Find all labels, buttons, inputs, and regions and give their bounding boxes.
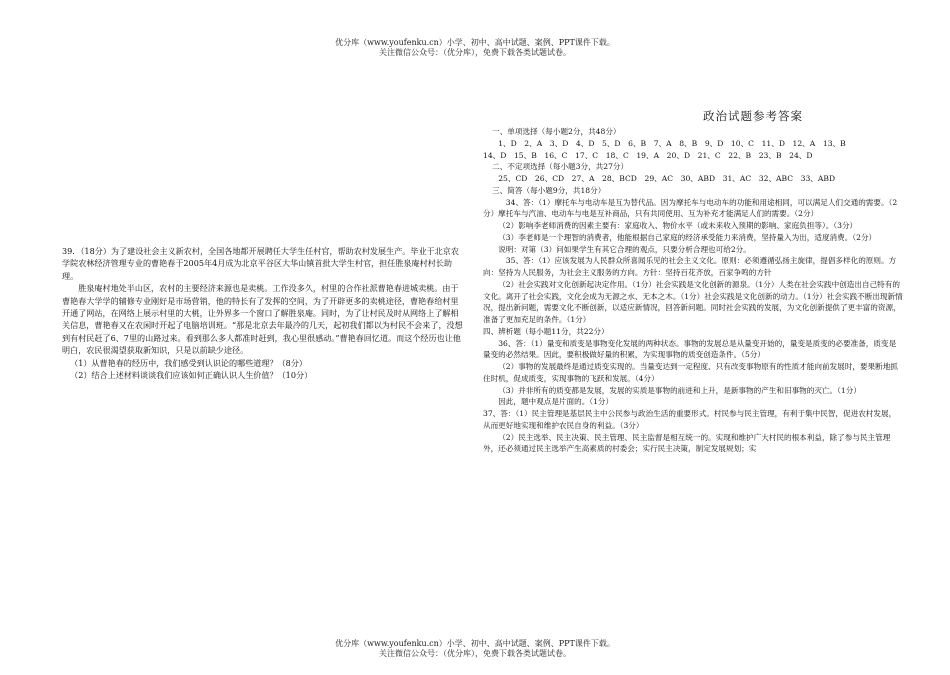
- answer-key-title: 政治试题参考答案: [703, 109, 803, 123]
- answer-36-part-1: 36、答：（1）量变和质变是事物变化发展的两种状态。事物的发展总是从量变开始的，量变是质变的必要准备，质变是量变的必然结果。因此，要积极做好量的积累，为实现事物的质变创造条件。（5分）: [483, 338, 897, 360]
- answer-36-part-3: （3）并非所有的质变都是发展，发展的实质是事物的前进和上升，是新事物的产生和旧事物的灭亡。（1分）: [498, 385, 861, 395]
- answer-34-part-1: 34、答：（1）摩托车与电动车是互为替代品。因为摩托车与电动车的功能和用途相同，可以满足人们交通的需要。（2分）摩托车与汽油、电动车与电是互补商品，只有共同使用、互为补充才能满足人们的需要。（2分）: [483, 197, 898, 219]
- section-2-heading: 二、不定项选择（每小题3分，共27分）: [492, 162, 629, 172]
- header-line-2: 关注微信公众号：（优分库），免费下载各类试题试卷。: [379, 48, 571, 57]
- answer-35-part-2: （2）社会实践对文化创新起决定作用。（1分）社会实践是文化创新的源泉。（1分）人类在社会实践中创造出自己特有的文化。离开了社会实践，文化会成为无源之水、无本之木。（1分）社会实践是文化创新的动力。（1分）社会实践不断出现新情况，提出新问题，需要文化不断创新，以适应新情况，回答新问题。同时社会实践的发展，为文化创新提供了更丰富的资源，准备了更加充足的条件。（1分）: [483, 279, 903, 324]
- section-1-answers-row-1: 1、D 2、A 3、D 4、D 5、D 6、B 7、A 8、B 9、D 10、C 11、D 12、A 13、B: [498, 138, 846, 148]
- section-1-heading: 一、单项选择（每小题2分，共48分）: [492, 127, 621, 136]
- section-1-answers-row-2: 14、D 15、B 16、C 17、C 18、C 19、A 20、D 21、C 22、B 23、B 24、D: [483, 150, 813, 160]
- q39-subquestion-1: （1）从曹艳春的经历中，我们感受到认识论的哪些道理？（8分）: [70, 357, 308, 368]
- section-4-heading: 四、辨析题（每小题11分，共22分）: [483, 326, 609, 336]
- answer-36-conclusion: 因此，题中观点是片面的。（1分）: [498, 397, 614, 407]
- answer-34-note: 说明：对第（3）问如果学生有其它合理的观点，只要分析合理也可给2分。: [498, 244, 751, 254]
- q39-intro: 39．（18分）为了建设社会主义新农村，全国各地都开展聘任大学生任村官，帮助农村发展生产。毕业于北京农学院农林经济管理专业的曹艳春于2005年4月成为北京平谷区大华山镇首批大学生村官，担任胜泉庵村村长助理。: [62, 246, 459, 281]
- answer-34-part-2: （2）影响李老师消费的因素主要有：家庭收入、物价水平（或未来收入预期的影响、家庭负担等）。（3分）: [498, 221, 858, 230]
- q39-subquestion-2: （2）结合上述材料谈谈我们应该如何正确认识人生价值？（10分）: [70, 370, 313, 381]
- section-2-answers: 25、CD 26、CD 27、A 28、BCD 29、AC 30、ABD 31、AC 32、ABC 33、ABD: [498, 174, 836, 183]
- answer-34-part-3: （3）李老师是一个理智的消费者，他能根据自己家庭的经济承受能力来消费，坚持量入为出，适度消费。（2分）: [498, 232, 877, 242]
- page-footer: [0, 639, 950, 659]
- q39-story: 胜泉庵村地处半山区，农村的主要经济来源也是卖桃。工作没多久，村里的合作社派曹艳春进城卖桃。由于曹艳春大学学的辅修专业刚好是市场营销，他的特长有了发挥的空间，为了开辟更多的卖桃途径，曹艳春给村里开通了网站，在网络上展示村里的大桃，让外界多一个窗口了解胜泉庵。同时，为了让村民及时从网络上了解相关信息，曹艳春又在农闲时开起了电脑培训班。“那是北京去年最冷的几天，起初我们都以为村民不会来了，没想到有村民赶了6、7里的山路过来。看到那么多人都准时赶到，我心里很感动。”曹艳春回忆道。而这个经历也让他明白，农民很渴望获取新知识，只是以前缺少途径。: [62, 283, 463, 356]
- answer-37-part-2: （2）民主选举、民主决策、民主管理、民主监督是相互统一的。实现和维护广大村民的根本利益，除了参与民主管理外，还必须通过民主选举产生高素质的村委会；实行民主决策，制定发展规划；实: [483, 432, 891, 454]
- answer-37-part-1: 37、答：（1）民主管理是基层民主中公民参与政治生活的重要形式。村民参与民主管理，有利于集中民智，促进农村发展，从而更好地实现和维护农民自身的利益。（3分）: [483, 409, 897, 430]
- left-column-question-39: [62, 245, 466, 381]
- answer-35-part-1: 35、答：（1）应该发展为人民群众所喜闻乐见的社会主义文化。原则：必须遵循弘扬主旋律，提倡多样化的原则。方向：坚持为人民服务，为社会主义服务的方向。方针：坚持百花齐放，百家争鸣的方针: [483, 256, 897, 277]
- footer-line-1: 优分库（www.youfenku.cn）小学、初中、高中试题、案例、PPT课件下载。: [335, 639, 615, 648]
- footer-line-2: 关注微信公众号：（优分库），免费下载各类试题试卷。: [379, 649, 571, 658]
- answer-36-part-2: （2）事物的发展最终是通过质变实现的。当量变达到一定程度、只有改变事物原有的性质才能向前发展时，要果断地抓住时机，促成质变，实现事物的飞跃和发展。（4分）: [483, 362, 898, 383]
- section-3-heading: 三、简答（每小题9分，共18分）: [492, 185, 606, 195]
- header-line-1: 优分库（www.youfenku.cn）小学、初中、高中试题、案例、PPT课件下载。: [335, 38, 615, 47]
- right-column-answer-key: [483, 108, 903, 455]
- page-header: [0, 38, 950, 58]
